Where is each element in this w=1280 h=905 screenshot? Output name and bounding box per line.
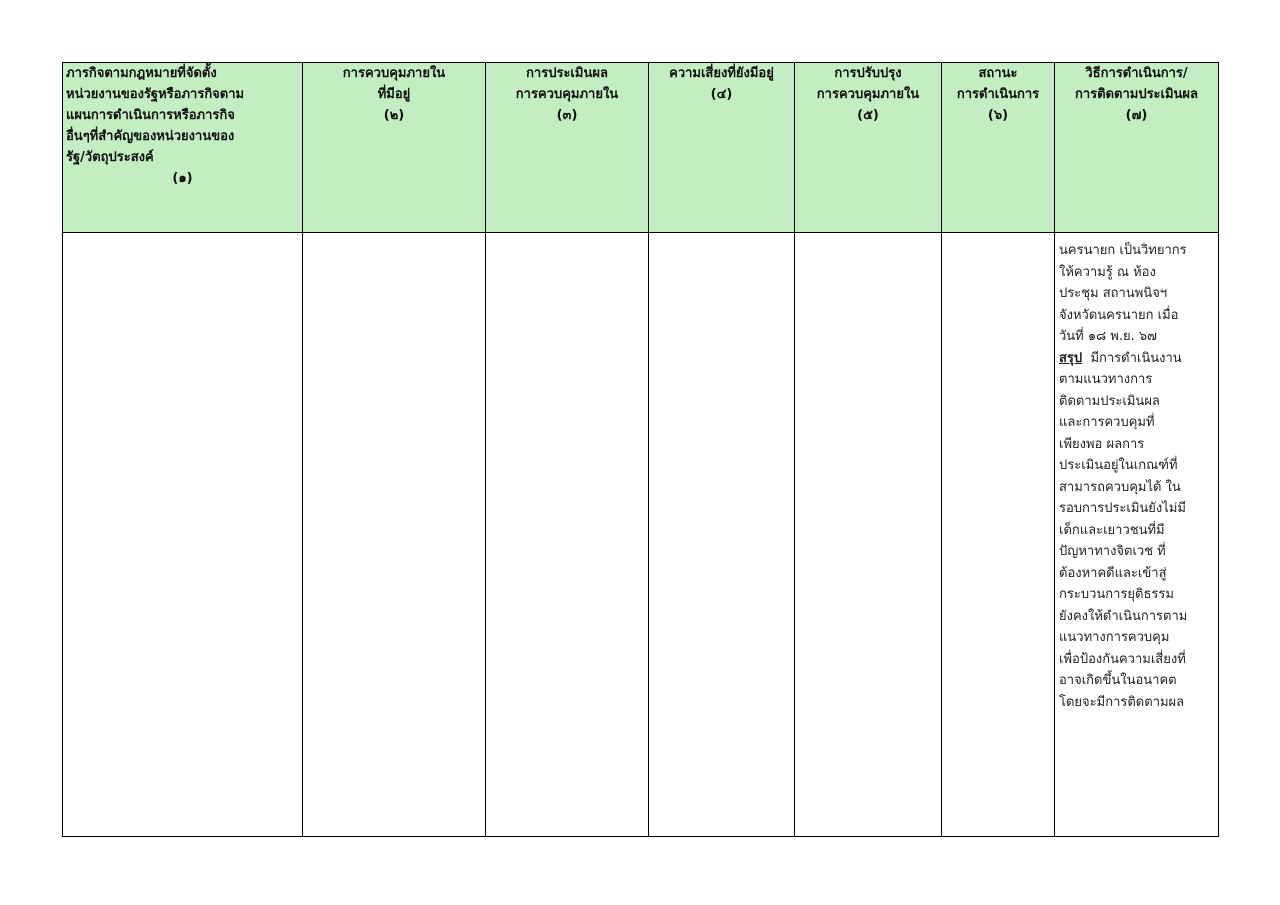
header-number: (๓) bbox=[556, 108, 578, 123]
header-number: (๗) bbox=[1125, 108, 1148, 123]
cell-control-improvement bbox=[795, 233, 942, 837]
text-line: ติดตามประเมินผล bbox=[1059, 393, 1160, 409]
cell-mission-objective bbox=[63, 233, 303, 837]
text-line: วันที่ ๑๘ พ.ย. ๖๗ bbox=[1059, 329, 1157, 344]
header-title: การควบคุมภายใน ที่มีอยู่ bbox=[342, 66, 446, 102]
cell-control-evaluation bbox=[486, 233, 649, 837]
cell-operation-status bbox=[942, 233, 1055, 837]
header-method-followup bbox=[1055, 63, 1219, 233]
summary-text: มีการดำเนินงาน bbox=[1090, 350, 1182, 366]
header-existing-control bbox=[303, 63, 486, 233]
summary-line bbox=[1059, 348, 1216, 370]
header-control-evaluation bbox=[486, 63, 649, 233]
text-line: รอบการประเมินยังไม่มี bbox=[1059, 501, 1186, 516]
text-line: เพื่อป้องกันความเสี่ยงที่ bbox=[1059, 651, 1186, 667]
header-title: การปรับปรุง การควบคุมภายใน bbox=[816, 66, 920, 102]
header-number: (๒) bbox=[383, 108, 405, 123]
summary-label: สรุป bbox=[1059, 350, 1083, 366]
header-title: การประเมินผล การควบคุมภายใน bbox=[515, 66, 619, 102]
text-line: สามารถควบคุมได้ ใน bbox=[1059, 479, 1181, 495]
text-line: โดยจะมีการติดตามผล bbox=[1059, 694, 1185, 710]
text-line: นครนายก เป็นวิทยากร bbox=[1059, 243, 1187, 258]
header-title: สถานะ การดำเนินการ bbox=[956, 66, 1040, 102]
header-number: (๑) bbox=[172, 171, 193, 186]
text-line: อาจเกิดขึ้นในอนาคต bbox=[1059, 673, 1177, 688]
header-row bbox=[63, 63, 1219, 233]
cell-remaining-risk bbox=[649, 233, 795, 837]
text-line: กระบวนการยุติธรรม bbox=[1059, 587, 1174, 602]
text-line: จังหวัดนครนายก เมื่อ bbox=[1059, 307, 1179, 323]
text-line: เพียงพอ ผลการ bbox=[1059, 436, 1145, 452]
header-title: ภารกิจตามกฎหมายที่จัดตั้ง หน่วยงานของรัฐหรือภารกิจตาม แผนการดำเนินการหรือภารกิจ อื่นๆที่สำคัญของหน่วยงานของ รัฐ/วัตถุประสงค์ bbox=[66, 66, 245, 165]
text-line: และการควบคุมที่ bbox=[1059, 415, 1155, 430]
text-line: ให้ความรู้ ณ ห้อง bbox=[1059, 264, 1156, 280]
header-remaining-risk bbox=[649, 63, 795, 233]
text-line: ตามแนวทางการ bbox=[1059, 372, 1153, 387]
text-line: แนวทางการควบคุม bbox=[1059, 630, 1170, 645]
cell-existing-control bbox=[303, 233, 486, 837]
text-line: ประเมินอยู่ในเกณฑ์ที่ bbox=[1059, 458, 1178, 473]
text-line: ปัญหาทางจิตเวช ที่ bbox=[1059, 544, 1166, 559]
cell-method-followup bbox=[1055, 233, 1219, 837]
header-mission-objective bbox=[63, 63, 303, 233]
text-line: ประชุม สถานพนิจฯ bbox=[1059, 286, 1168, 301]
text-line: ต้องหาคดีและเข้าสู่ bbox=[1059, 565, 1167, 581]
risk-control-table bbox=[62, 62, 1219, 837]
text-line: ยังคงให้ดำเนินการตาม bbox=[1059, 608, 1188, 624]
header-title: วิธีการดำเนินการ/ การติดตามประเมินผล bbox=[1074, 66, 1199, 102]
header-number: (๔) bbox=[710, 87, 733, 102]
header-number: (๕) bbox=[857, 108, 879, 123]
header-title: ความเสี่ยงที่ยังมีอยู่ bbox=[669, 66, 774, 81]
header-number: (๖) bbox=[987, 108, 1009, 123]
text-line: เด็กและเยาวชนที่มี bbox=[1059, 522, 1165, 538]
header-control-improvement bbox=[795, 63, 942, 233]
method-followup-text bbox=[1055, 233, 1218, 713]
header-operation-status bbox=[942, 63, 1055, 233]
table-row bbox=[63, 233, 1219, 837]
